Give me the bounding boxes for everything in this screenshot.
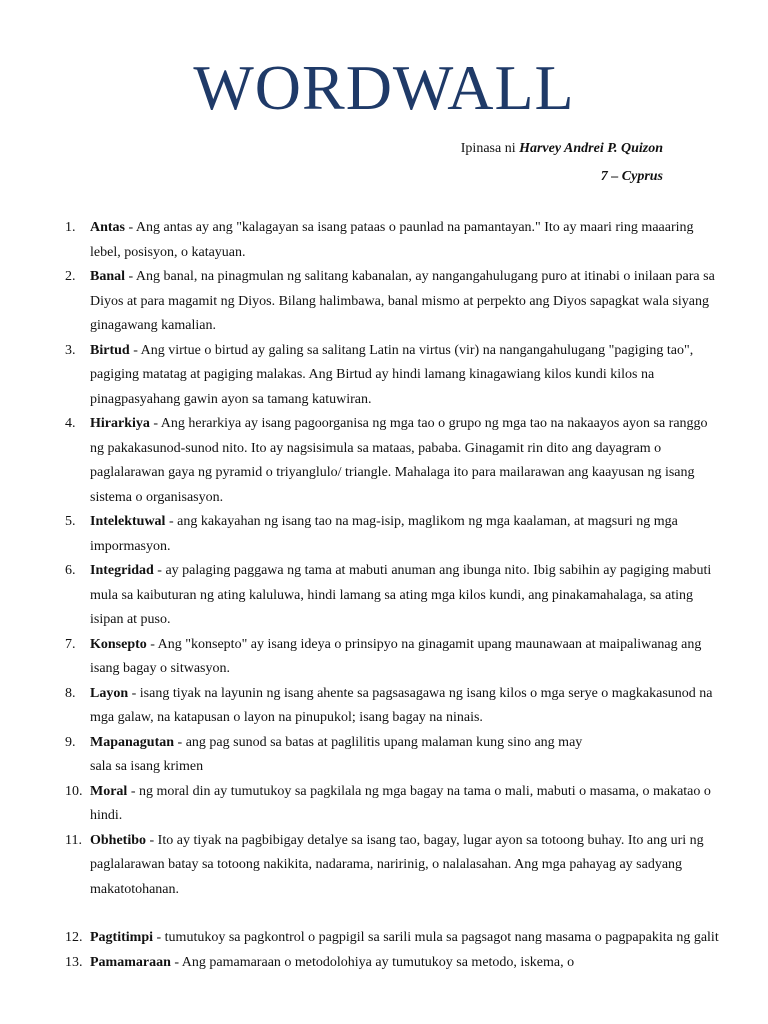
submitted-by-prefix: Ipinasa ni xyxy=(460,141,520,156)
entry-term: Moral xyxy=(90,783,128,799)
entry-definition: - isang tiyak na layunin ng isang ahente sa pagsasagawa ng isang kilos o mga serye o magkakasunod na mga galaw, na katapusan o layon na pinupukol; isang bagay na ninais. xyxy=(90,685,713,725)
entry-term: Hirarkiya xyxy=(90,416,150,431)
entry-number: 12. xyxy=(65,930,83,945)
glossary-entry xyxy=(65,780,724,829)
entry-number: 11. xyxy=(65,832,82,848)
entry-number: 13. xyxy=(65,954,83,970)
glossary-entry xyxy=(65,951,724,976)
glossary-entry xyxy=(65,829,724,903)
glossary-entry xyxy=(65,682,724,731)
glossary-entry xyxy=(65,926,724,951)
submitted-by-line xyxy=(461,135,663,163)
entry-term: Integridad xyxy=(90,563,154,578)
entry-number: 7. xyxy=(65,636,76,652)
class-section: 7 – Cyprus xyxy=(600,169,663,184)
entry-term: Obhetibo xyxy=(90,832,147,848)
entry-definition: - Ang pamamaraan o metodolohiya ay tumutukoy sa metodo, iskema, o xyxy=(170,954,575,970)
document-title: WORDWALL xyxy=(193,52,575,123)
entry-definition: - Ang herarkiya ay isang pagoorganisa ng mga tao o grupo ng mga tao na nakaayos ayon sa ranggo ng pakakasunod-sunod nito. Ito ay nagsisimula sa mataas, pababa. Ginagamit rin dito ang dayagram o paglalarawan gaya ng pyramid o triyanglulo/ triangle. Mahalaga ito para mailarawan ang kaayusan ng isang sistema o organisasyon. xyxy=(90,416,708,505)
entry-definition: - ng moral din ay tumutukoy sa pagkilala ng mga bagay na tama o mali, mabuti o masama, o makatao o hindi. xyxy=(90,783,711,823)
entry-number: 5. xyxy=(65,514,76,529)
entry-term: Intelektuwal xyxy=(90,514,166,529)
glossary-entry xyxy=(65,559,724,633)
entry-number: 2. xyxy=(65,269,76,284)
entry-definition: - Ito ay tiyak na pagbibigay detalye sa isang tao, bagay, lugar ayon sa totoong buhay. Ito ang uri ng paglalarawan batay sa totoong nakikita, nadarama, naririnig, o nalalasahan. Ang mga pahayag ay sadyang makatotohanan. xyxy=(90,832,704,897)
glossary-entry xyxy=(65,731,724,780)
entry-number: 8. xyxy=(65,685,76,701)
glossary-entry xyxy=(65,633,724,682)
entry-number: 10. xyxy=(65,783,83,799)
entry-number: 3. xyxy=(65,342,76,358)
entry-term: Antas xyxy=(90,220,126,235)
glossary-entry xyxy=(65,339,724,413)
entry-number: 9. xyxy=(65,734,76,750)
entry-term: Mapanagutan xyxy=(90,734,175,750)
entry-definition: - Ang antas ay ang "kalagayan sa isang pataas o paunlad na pamantayan." Ito ay maari ring maaaring lebel, posisyon, o katayuan. xyxy=(90,220,694,260)
glossary-entry xyxy=(65,216,724,265)
glossary-entry xyxy=(65,412,724,510)
entry-number: 1. xyxy=(65,220,76,235)
glossary-list xyxy=(65,216,724,975)
entry-definition-continuation: sala sa isang krimen xyxy=(90,759,204,774)
entry-definition: - Ang "konsepto" ay isang ideya o prinsipyo na ginagamit upang maunawaan at maipaliwanag ang isang bagay o sitwasyon. xyxy=(90,636,702,676)
entry-number: 6. xyxy=(65,563,76,578)
entry-number: 4. xyxy=(65,416,76,431)
author-name: Harvey Andrei P. Quizon xyxy=(519,141,663,156)
entry-definition: - ay palaging paggawa ng tama at mabuti anuman ang ibunga nito. Ibig sabihin ay pagiging mabuti mula sa kaibuturan ng ating kaluluwa, hindi lamang sa ating mga kilos kundi, ang pinakamahalaga, sa ating isipan at puso. xyxy=(90,563,712,627)
entry-term: Banal xyxy=(90,269,126,284)
entry-term: Layon xyxy=(90,685,129,701)
byline xyxy=(461,135,663,191)
entry-definition: - Ang virtue o birtud ay galing sa salitang Latin na virtus (vir) na nangangahulugang "pagiging tao", pagiging matatag at pagiging malakas. Ang Birtud ay hindi lamang kinagawiang kilos kundi kilos na pinagpasyahang gawin ayon sa tamang katuwiran. xyxy=(90,342,694,407)
entry-definition: - ang pag sunod sa batas at paglilitis upang malaman kung sino ang may xyxy=(174,734,583,750)
entry-definition: - Ang banal, na pinagmulan ng salitang kabanalan, ay nangangahulugang puro at itinabi o inilaan para sa Diyos at para magamit ng Diyos. Bilang halimbawa, banal mismo at perpekto ang Diyos sapagkat wala siyang ginagawang kamalian. xyxy=(90,269,715,333)
entry-definition: - tumutukoy sa pagkontrol o pagpigil sa sarili mula sa pagsagot nang masama o pagpapakita ng galit xyxy=(153,930,719,945)
entry-term: Pagtitimpi xyxy=(90,930,153,945)
entry-term: Birtud xyxy=(90,342,130,358)
entry-definition: - ang kakayahan ng isang tao na mag-isip, maglikom ng mga kaalaman, at magsuri ng mga impormasyon. xyxy=(90,514,678,554)
entry-term: Konsepto xyxy=(90,636,147,652)
glossary-entry xyxy=(65,265,724,339)
entry-term: Pamamaraan xyxy=(90,954,171,970)
glossary-entry xyxy=(65,510,724,559)
